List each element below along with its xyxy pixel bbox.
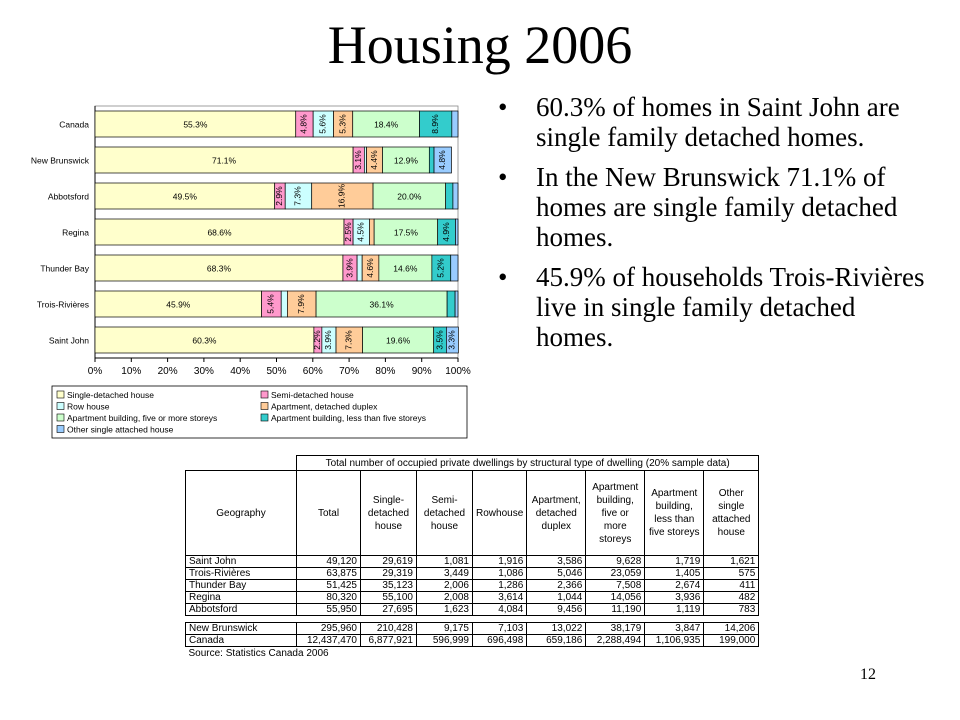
bullet-list [498,92,938,362]
category-label: New Brunswick [30,155,89,166]
slide-title: Housing 2006 [327,15,633,75]
legend-label: Apartment, detached duplex [271,401,378,412]
value-cell: 1,119 [645,604,704,616]
value-cell: 6,877,921 [361,635,417,647]
x-tick-label: 80% [375,366,396,377]
category-label: Canada [59,119,89,130]
table-summary-row [186,623,759,635]
bullet-text: 45.9% of households Trois-Rivières live in single family detached homes. [536,262,925,352]
value-cell: 596,999 [417,635,473,647]
value-cell: 295,960 [297,623,361,635]
x-tick-label: 60% [302,366,323,377]
legend-swatch [57,426,64,433]
geography-cell: New Brunswick [186,623,297,635]
bar-segment [429,147,434,173]
bullet-text: 60.3% of homes in Saint John are single family detached homes. [536,92,900,152]
legend-swatch [261,391,268,398]
data-label: 7.9% [295,294,306,314]
data-label: 3.9% [323,330,334,350]
data-label: 3.1% [352,150,363,170]
value-cell: 1,081 [417,556,473,568]
legend-swatch [57,403,64,410]
bullet-item [498,162,938,252]
column-header: Apartment building, less than five storeys [645,471,704,556]
legend-label: Semi-detached house [271,390,354,400]
value-cell: 12,437,470 [297,635,361,647]
legend-label: Single-detached house [67,390,154,400]
data-label: 4.8% [298,114,309,134]
value-cell: 49,120 [297,556,361,568]
value-cell: 1,286 [473,580,527,592]
bullet-item [498,92,938,152]
table-row [186,592,759,604]
x-tick-label: 70% [339,366,360,377]
x-tick-label: 90% [411,366,432,377]
table-source-row [186,647,759,661]
category-label: Saint John [48,335,89,346]
legend-label: Apartment building, five or more storeys [67,413,218,423]
data-label: 3.5% [434,330,445,350]
data-label: 2.2% [312,330,323,350]
data-label: 18.4% [374,119,399,130]
bar-segment [369,219,374,245]
data-label: 7.3% [292,186,303,206]
value-cell: 29,319 [361,568,417,580]
data-label: 4.8% [437,150,448,170]
bar-segment [281,291,287,317]
stacked-bar-chart [20,96,475,441]
legend-swatch [261,403,268,410]
column-header: Geography [186,471,297,556]
value-cell: 1,621 [704,556,759,568]
value-cell: 1,106,935 [645,635,704,647]
value-cell: 783 [704,604,759,616]
data-label: 49.5% [172,191,197,202]
table-title-row [186,456,759,471]
data-label: 55.3% [183,119,208,130]
value-cell: 2,006 [417,580,473,592]
legend-label: Other single attached house [67,424,174,435]
bullet-marker: • [498,92,508,122]
data-label: 5.3% [337,114,348,134]
table-row [186,604,759,616]
value-cell: 1,086 [473,568,527,580]
value-cell: 38,179 [586,623,645,635]
table-row [186,556,759,568]
bar-segment [452,111,458,137]
value-cell: 13,022 [527,623,586,635]
bar-segment [453,183,458,209]
data-label: 68.3% [206,263,232,274]
x-tick-label: 10% [121,366,142,377]
data-label: 2.5% [342,222,353,242]
table-title: Total number of occupied private dwellings by structural type of dwelling (20% sample data) [297,456,759,471]
bar-segment [455,219,458,245]
value-cell: 35,123 [361,580,417,592]
legend-swatch [57,391,64,398]
bar-segment [357,255,362,281]
value-cell: 1,623 [417,604,473,616]
data-label: 12.9% [393,155,418,166]
column-header: Total [297,471,361,556]
table-body [186,556,759,616]
bar-segment [455,291,458,317]
value-cell: 1,405 [645,568,704,580]
x-tick-label: 0% [87,366,103,377]
x-tick-label: 30% [193,366,214,377]
geography-cell: Trois-Rivières [186,568,297,580]
value-cell: 5,046 [527,568,586,580]
data-label: 14.6% [393,263,418,274]
geography-cell: Thunder Bay [186,580,297,592]
dwelling-table [185,455,759,660]
data-label: 4.4% [368,150,379,170]
bullet-marker: • [498,162,508,192]
table-summary [186,623,759,647]
value-cell: 3,614 [473,592,527,604]
x-tick-label: 100% [445,366,471,377]
data-label: 60.3% [192,335,217,346]
table-row [186,568,759,580]
data-label: 19.6% [386,335,411,346]
data-label: 20.0% [397,191,422,202]
data-label: 5.4% [265,294,276,314]
data-label: 3.9% [344,258,355,278]
value-cell: 659,186 [527,635,586,647]
value-cell: 2,008 [417,592,473,604]
value-cell: 63,875 [297,568,361,580]
table-header-row [186,471,759,556]
value-cell: 7,508 [586,580,645,592]
value-cell: 411 [704,580,759,592]
column-header: Apartment, detached duplex [527,471,586,556]
geography-cell: Canada [186,635,297,647]
value-cell: 7,103 [473,623,527,635]
legend-label: Row house [67,401,110,412]
value-cell: 4,084 [473,604,527,616]
geography-cell: Saint John [186,556,297,568]
data-label: 68.6% [207,227,232,238]
value-cell: 55,100 [361,592,417,604]
geography-cell: Regina [186,592,297,604]
category-label: Abbotsford [47,191,89,202]
column-header: Single-detached house [361,471,417,556]
value-cell: 9,628 [586,556,645,568]
bar-segment [447,291,455,317]
geography-cell: Abbotsford [186,604,297,616]
bar-segment [451,255,458,281]
value-cell: 3,936 [645,592,704,604]
data-label: 4.5% [355,222,366,242]
data-label: 4.6% [364,258,375,278]
value-cell: 199,000 [704,635,759,647]
value-cell: 210,428 [361,623,417,635]
data-label: 8.9% [429,114,440,134]
value-cell: 3,847 [645,623,704,635]
value-cell: 1,916 [473,556,527,568]
bullet-item [498,262,938,352]
value-cell: 23,059 [586,568,645,580]
column-header: Rowhouse [473,471,527,556]
value-cell: 1,719 [645,556,704,568]
x-tick-label: 20% [157,366,178,377]
table-summary-row [186,635,759,647]
value-cell: 9,175 [417,623,473,635]
value-cell: 2,288,494 [586,635,645,647]
data-label: 5.2% [435,258,446,278]
value-cell: 3,449 [417,568,473,580]
value-cell: 80,320 [297,592,361,604]
data-label: 4.9% [440,222,451,242]
value-cell: 51,425 [297,580,361,592]
data-label: 36.1% [369,299,394,310]
value-cell: 29,619 [361,556,417,568]
value-cell: 696,498 [473,635,527,647]
value-cell: 9,456 [527,604,586,616]
data-label: 2.9% [274,186,285,206]
column-header: Semi-detached house [417,471,473,556]
table-spacer [186,616,759,623]
value-cell: 482 [704,592,759,604]
value-cell: 14,206 [704,623,759,635]
legend-swatch [261,414,268,421]
table-row [186,580,759,592]
category-label: Trois-Rivières [36,299,89,310]
value-cell: 2,674 [645,580,704,592]
x-tick-label: 50% [266,366,287,377]
value-cell: 55,950 [297,604,361,616]
value-cell: 11,190 [586,604,645,616]
category-label: Thunder Bay [40,263,89,274]
data-label: 3.3% [446,330,457,350]
value-cell: 2,366 [527,580,586,592]
data-label: 7.3% [343,330,354,350]
value-cell: 575 [704,568,759,580]
bullet-text: In the New Brunswick 71.1% of homes are single family detached homes. [536,162,898,252]
column-header: Other single attached house [704,471,759,556]
value-cell: 1,044 [527,592,586,604]
data-label: 71.1% [211,155,237,166]
data-label: 45.9% [166,299,191,310]
table-source: Source: Statistics Canada 2006 [188,648,329,659]
x-tick-label: 40% [230,366,251,377]
column-header: Apartment building, five or more storeys [586,471,645,556]
value-cell: 3,586 [527,556,586,568]
legend-label: Apartment building, less than five storeys [271,413,426,423]
bar-segment [446,183,453,209]
value-cell: 27,695 [361,604,417,616]
data-label: 17.5% [393,227,418,238]
data-label: 5.6% [317,114,328,134]
bullet-marker: • [498,262,508,292]
data-label: 16.9% [336,183,347,209]
slide-number: 12 [860,666,876,683]
legend-swatch [57,414,64,421]
value-cell: 14,056 [586,592,645,604]
category-label: Regina [62,227,89,238]
